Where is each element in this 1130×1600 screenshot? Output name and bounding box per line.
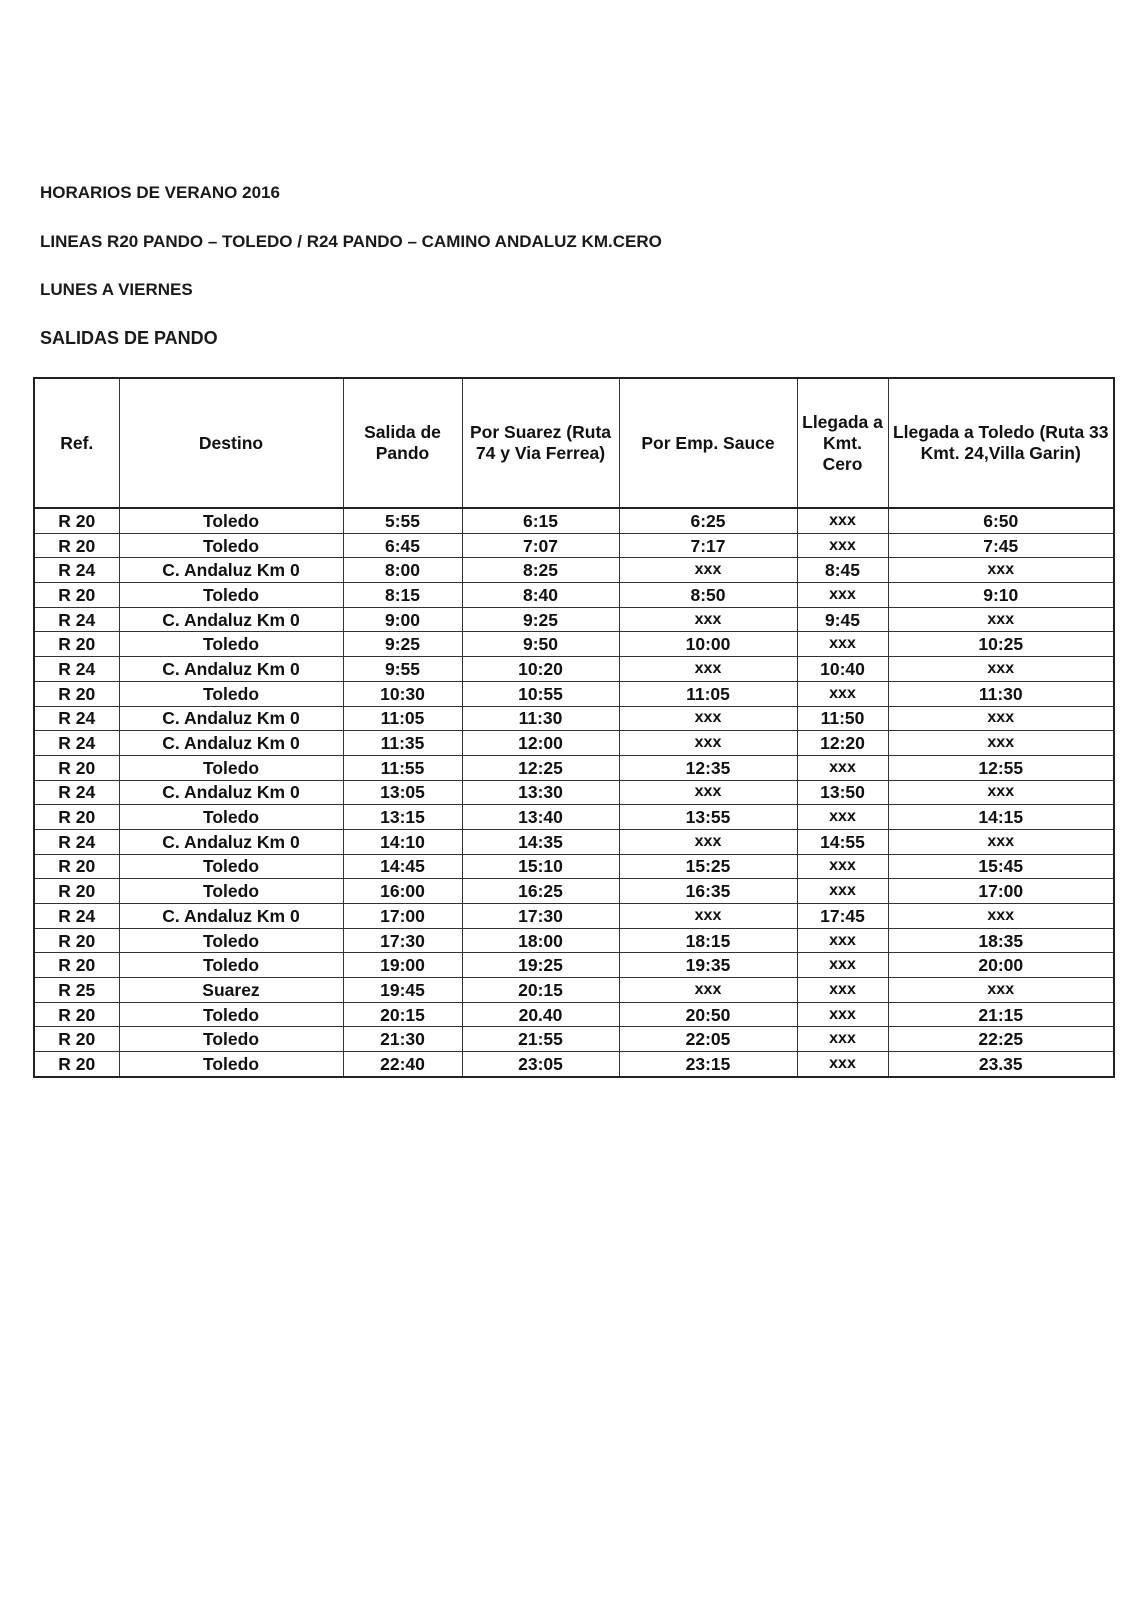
cell-salida-pando: 14:10	[343, 829, 462, 854]
cell-salida-pando: 19:45	[343, 978, 462, 1003]
cell-ref: R 24	[34, 829, 119, 854]
cell-llegada-toledo: xxx	[888, 607, 1114, 632]
cell-llegada-toledo: 9:10	[888, 583, 1114, 608]
cell-salida-pando: 13:15	[343, 805, 462, 830]
cell-salida-pando: 11:35	[343, 731, 462, 756]
table-row	[34, 706, 1114, 731]
cell-llegada-km-cero: 12:20	[797, 731, 888, 756]
cell-llegada-km-cero: xxx	[797, 805, 888, 830]
cell-por-emp-sauce: 15:25	[619, 854, 797, 879]
header-ref: Ref.	[34, 378, 119, 508]
cell-por-suarez: 8:25	[462, 558, 619, 583]
cell-llegada-toledo: 11:30	[888, 681, 1114, 706]
cell-por-emp-sauce: xxx	[619, 607, 797, 632]
cell-por-suarez: 9:25	[462, 607, 619, 632]
cell-llegada-km-cero: 14:55	[797, 829, 888, 854]
cell-llegada-toledo: 23.35	[888, 1052, 1114, 1077]
cell-llegada-toledo: xxx	[888, 706, 1114, 731]
cell-destino: Toledo	[119, 632, 343, 657]
cell-salida-pando: 14:45	[343, 854, 462, 879]
cell-ref: R 24	[34, 780, 119, 805]
cell-destino: Toledo	[119, 1002, 343, 1027]
cell-por-emp-sauce: xxx	[619, 829, 797, 854]
cell-por-suarez: 12:25	[462, 755, 619, 780]
table-row	[34, 780, 1114, 805]
cell-ref: R 20	[34, 1052, 119, 1077]
cell-ref: R 20	[34, 1027, 119, 1052]
cell-ref: R 24	[34, 904, 119, 929]
cell-por-suarez: 15:10	[462, 854, 619, 879]
cell-salida-pando: 16:00	[343, 879, 462, 904]
cell-por-emp-sauce: 22:05	[619, 1027, 797, 1052]
cell-por-suarez: 20:15	[462, 978, 619, 1003]
cell-llegada-toledo: xxx	[888, 780, 1114, 805]
cell-por-emp-sauce: xxx	[619, 657, 797, 682]
table-row	[34, 508, 1114, 533]
cell-por-emp-sauce: 6:25	[619, 508, 797, 533]
schedule-direction-title: SALIDAS DE PANDO	[40, 328, 218, 348]
cell-ref: R 20	[34, 508, 119, 533]
cell-destino: Toledo	[119, 1027, 343, 1052]
cell-ref: R 20	[34, 755, 119, 780]
cell-llegada-km-cero: xxx	[797, 1002, 888, 1027]
cell-ref: R 20	[34, 583, 119, 608]
cell-destino: Toledo	[119, 508, 343, 533]
cell-llegada-toledo: 12:55	[888, 755, 1114, 780]
cell-destino: Toledo	[119, 928, 343, 953]
cell-por-emp-sauce: xxx	[619, 904, 797, 929]
header-por-emp-sauce: Por Emp. Sauce	[619, 378, 797, 508]
cell-por-emp-sauce: 12:35	[619, 755, 797, 780]
cell-destino: Toledo	[119, 805, 343, 830]
cell-por-suarez: 16:25	[462, 879, 619, 904]
table-row	[34, 755, 1114, 780]
table-row	[34, 558, 1114, 583]
cell-llegada-toledo: xxx	[888, 731, 1114, 756]
cell-llegada-km-cero: xxx	[797, 879, 888, 904]
cell-por-suarez: 18:00	[462, 928, 619, 953]
cell-destino: C. Andaluz Km 0	[119, 829, 343, 854]
cell-por-suarez: 6:15	[462, 508, 619, 533]
cell-por-suarez: 11:30	[462, 706, 619, 731]
cell-llegada-toledo: xxx	[888, 657, 1114, 682]
cell-llegada-toledo: 22:25	[888, 1027, 1114, 1052]
table-row	[34, 731, 1114, 756]
cell-por-suarez: 10:55	[462, 681, 619, 706]
cell-llegada-toledo: xxx	[888, 829, 1114, 854]
table-row	[34, 829, 1114, 854]
cell-llegada-toledo: xxx	[888, 904, 1114, 929]
cell-por-emp-sauce: 7:17	[619, 533, 797, 558]
cell-llegada-toledo: xxx	[888, 978, 1114, 1003]
cell-llegada-km-cero: xxx	[797, 1027, 888, 1052]
cell-por-emp-sauce: xxx	[619, 780, 797, 805]
cell-llegada-km-cero: xxx	[797, 755, 888, 780]
cell-por-emp-sauce: xxx	[619, 558, 797, 583]
schedule-lines-title: LINEAS R20 PANDO – TOLEDO / R24 PANDO – CAMINO ANDALUZ KM.CERO	[40, 232, 662, 251]
cell-destino: C. Andaluz Km 0	[119, 706, 343, 731]
cell-llegada-toledo: 6:50	[888, 508, 1114, 533]
cell-salida-pando: 17:00	[343, 904, 462, 929]
cell-llegada-toledo: 7:45	[888, 533, 1114, 558]
table-row	[34, 904, 1114, 929]
cell-ref: R 24	[34, 706, 119, 731]
cell-llegada-km-cero: 8:45	[797, 558, 888, 583]
cell-ref: R 20	[34, 928, 119, 953]
cell-salida-pando: 5:55	[343, 508, 462, 533]
cell-salida-pando: 9:00	[343, 607, 462, 632]
cell-salida-pando: 11:55	[343, 755, 462, 780]
cell-salida-pando: 13:05	[343, 780, 462, 805]
cell-llegada-toledo: 21:15	[888, 1002, 1114, 1027]
cell-destino: Toledo	[119, 953, 343, 978]
table-row	[34, 978, 1114, 1003]
cell-llegada-km-cero: xxx	[797, 508, 888, 533]
cell-por-suarez: 17:30	[462, 904, 619, 929]
cell-por-suarez: 14:35	[462, 829, 619, 854]
cell-salida-pando: 17:30	[343, 928, 462, 953]
cell-llegada-toledo: 20:00	[888, 953, 1114, 978]
cell-destino: Toledo	[119, 1052, 343, 1077]
cell-por-suarez: 13:30	[462, 780, 619, 805]
table-row	[34, 953, 1114, 978]
header-llegada-toledo: Llegada a Toledo (Ruta 33 Kmt. 24,Villa Garin)	[888, 378, 1114, 508]
cell-por-emp-sauce: 11:05	[619, 681, 797, 706]
cell-por-emp-sauce: 16:35	[619, 879, 797, 904]
table-row	[34, 657, 1114, 682]
cell-por-emp-sauce: xxx	[619, 706, 797, 731]
schedule-body	[34, 508, 1114, 1077]
cell-llegada-toledo: 18:35	[888, 928, 1114, 953]
header-llegada-km-cero: Llegada a Kmt. Cero	[797, 378, 888, 508]
cell-destino: C. Andaluz Km 0	[119, 607, 343, 632]
cell-por-suarez: 9:50	[462, 632, 619, 657]
cell-llegada-km-cero: xxx	[797, 583, 888, 608]
cell-por-emp-sauce: 23:15	[619, 1052, 797, 1077]
header-row	[34, 378, 1114, 508]
table-row	[34, 879, 1114, 904]
table-row	[34, 1002, 1114, 1027]
schedule-season-title: HORARIOS DE VERANO 2016	[40, 183, 280, 202]
cell-por-suarez: 10:20	[462, 657, 619, 682]
cell-ref: R 20	[34, 632, 119, 657]
table-row	[34, 607, 1114, 632]
cell-llegada-km-cero: xxx	[797, 632, 888, 657]
cell-por-emp-sauce: 8:50	[619, 583, 797, 608]
cell-llegada-km-cero: 17:45	[797, 904, 888, 929]
cell-llegada-toledo: 15:45	[888, 854, 1114, 879]
cell-ref: R 24	[34, 558, 119, 583]
cell-por-suarez: 23:05	[462, 1052, 619, 1077]
schedule-table	[33, 377, 1115, 1078]
cell-salida-pando: 10:30	[343, 681, 462, 706]
cell-ref: R 20	[34, 953, 119, 978]
cell-llegada-km-cero: 10:40	[797, 657, 888, 682]
table-row	[34, 1052, 1114, 1077]
cell-llegada-km-cero: xxx	[797, 928, 888, 953]
header-por-suarez: Por Suarez (Ruta 74 y Via Ferrea)	[462, 378, 619, 508]
cell-salida-pando: 19:00	[343, 953, 462, 978]
cell-destino: C. Andaluz Km 0	[119, 904, 343, 929]
table-row	[34, 805, 1114, 830]
cell-llegada-toledo: xxx	[888, 558, 1114, 583]
cell-ref: R 20	[34, 854, 119, 879]
cell-por-suarez: 12:00	[462, 731, 619, 756]
cell-destino: Toledo	[119, 879, 343, 904]
cell-por-suarez: 21:55	[462, 1027, 619, 1052]
cell-por-emp-sauce: 20:50	[619, 1002, 797, 1027]
cell-salida-pando: 20:15	[343, 1002, 462, 1027]
cell-salida-pando: 21:30	[343, 1027, 462, 1052]
table-row	[34, 928, 1114, 953]
cell-por-emp-sauce: 18:15	[619, 928, 797, 953]
cell-por-suarez: 7:07	[462, 533, 619, 558]
cell-por-suarez: 13:40	[462, 805, 619, 830]
header-salida-pando: Salida de Pando	[343, 378, 462, 508]
table-row	[34, 632, 1114, 657]
cell-ref: R 20	[34, 805, 119, 830]
cell-por-emp-sauce: 13:55	[619, 805, 797, 830]
cell-llegada-km-cero: xxx	[797, 1052, 888, 1077]
cell-destino: Toledo	[119, 854, 343, 879]
cell-por-suarez: 20.40	[462, 1002, 619, 1027]
cell-salida-pando: 9:55	[343, 657, 462, 682]
table-row	[34, 681, 1114, 706]
cell-ref: R 20	[34, 533, 119, 558]
cell-ref: R 24	[34, 731, 119, 756]
cell-destino: Toledo	[119, 755, 343, 780]
cell-llegada-km-cero: 11:50	[797, 706, 888, 731]
cell-llegada-km-cero: xxx	[797, 978, 888, 1003]
cell-por-emp-sauce: 10:00	[619, 632, 797, 657]
cell-salida-pando: 9:25	[343, 632, 462, 657]
cell-salida-pando: 11:05	[343, 706, 462, 731]
cell-llegada-km-cero: 13:50	[797, 780, 888, 805]
cell-destino: C. Andaluz Km 0	[119, 731, 343, 756]
table-row	[34, 1027, 1114, 1052]
cell-por-emp-sauce: xxx	[619, 731, 797, 756]
cell-salida-pando: 8:00	[343, 558, 462, 583]
cell-destino: Toledo	[119, 533, 343, 558]
cell-destino: C. Andaluz Km 0	[119, 780, 343, 805]
schedule-days-title: LUNES A VIERNES	[40, 280, 193, 299]
cell-llegada-toledo: 17:00	[888, 879, 1114, 904]
cell-por-suarez: 19:25	[462, 953, 619, 978]
cell-por-emp-sauce: 19:35	[619, 953, 797, 978]
cell-salida-pando: 6:45	[343, 533, 462, 558]
header-destino: Destino	[119, 378, 343, 508]
cell-llegada-km-cero: xxx	[797, 533, 888, 558]
table-row	[34, 854, 1114, 879]
cell-salida-pando: 8:15	[343, 583, 462, 608]
cell-ref: R 20	[34, 879, 119, 904]
cell-por-suarez: 8:40	[462, 583, 619, 608]
cell-llegada-toledo: 14:15	[888, 805, 1114, 830]
cell-llegada-toledo: 10:25	[888, 632, 1114, 657]
cell-ref: R 20	[34, 681, 119, 706]
cell-destino: Toledo	[119, 583, 343, 608]
cell-salida-pando: 22:40	[343, 1052, 462, 1077]
cell-destino: C. Andaluz Km 0	[119, 657, 343, 682]
cell-por-emp-sauce: xxx	[619, 978, 797, 1003]
cell-ref: R 24	[34, 607, 119, 632]
cell-llegada-km-cero: xxx	[797, 953, 888, 978]
cell-llegada-km-cero: 9:45	[797, 607, 888, 632]
cell-destino: C. Andaluz Km 0	[119, 558, 343, 583]
table-row	[34, 583, 1114, 608]
cell-ref: R 25	[34, 978, 119, 1003]
table-row	[34, 533, 1114, 558]
cell-destino: Suarez	[119, 978, 343, 1003]
cell-llegada-km-cero: xxx	[797, 854, 888, 879]
cell-llegada-km-cero: xxx	[797, 681, 888, 706]
cell-destino: Toledo	[119, 681, 343, 706]
cell-ref: R 24	[34, 657, 119, 682]
cell-ref: R 20	[34, 1002, 119, 1027]
